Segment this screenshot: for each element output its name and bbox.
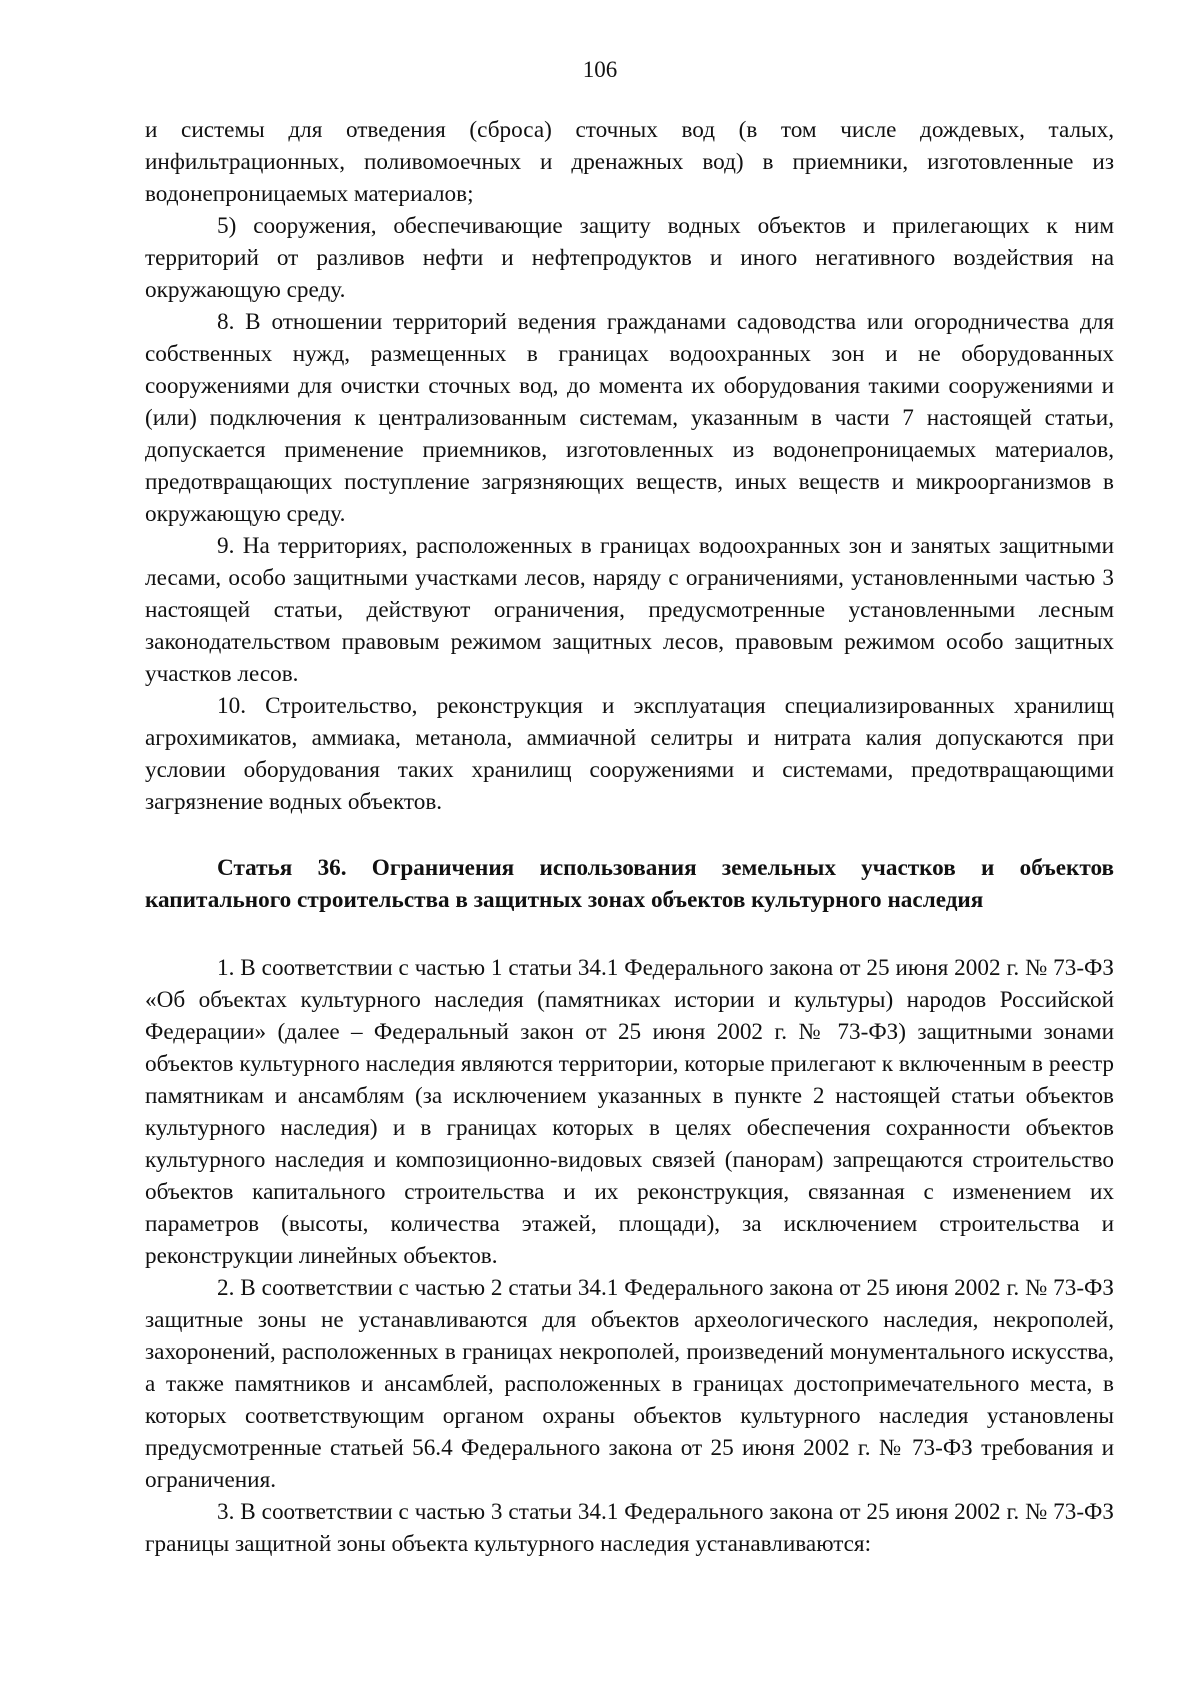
page-number: 106: [582, 57, 618, 82]
document-body: [145, 114, 1114, 1560]
article-heading: Статья 36. Ограничения использования земельных участков и объектов капитального строительства в защитных зонах объектов культурного наследия: [145, 855, 1114, 913]
paragraph-item-9: 9. На территориях, расположенных в границах водоохранных зон и занятых защитными лесами, особо защитными участками лесов, наряду с ограничениями, установленными частью 3 настоящей статьи, действуют ограничения, предусмотренные установленными лесным законодательством правовым режимом защитных лесов, правовым режимом особо защитных участков лесов.: [145, 533, 1114, 687]
paragraph-item-10: 10. Строительство, реконструкция и эксплуатация специализированных хранилищ агрохимикатов, аммиака, метанола, аммиачной селитры и нитрата калия допускаются при условии оборудования таких хранилищ сооружениями и системами, предотвращающими загрязнение водных объектов.: [145, 693, 1114, 815]
paragraph-article36-item-1: 1. В соответствии с частью 1 статьи 34.1 Федерального закона от 25 июня 2002 г. № 73-ФЗ «Об объектах культурного наследия (памятниках истории и культуры) народов Российской Федерации» (далее – Федеральный закон от 25 июня 2002 г. № 73-ФЗ) защитными зонами объектов культурного наследия являются территории, которые прилегают к включенным в реестр памятникам и ансамблям (за исключением указанных в пункте 2 настоящей статьи объектов культурного наследия) и в границах которых в целях обеспечения сохранности объектов культурного наследия и композиционно-видовых связей (панорам) запрещаются строительство объектов капитального строительства и их реконструкция, связанная с изменением их параметров (высоты, количества этажей, площади), за исключением строительства и реконструкции линейных объектов.: [145, 955, 1114, 1269]
paragraph-item-5: 5) сооружения, обеспечивающие защиту водных объектов и прилегающих к ним территорий от разливов нефти и нефтепродуктов и иного негативного воздействия на окружающую среду.: [145, 213, 1114, 303]
paragraph-article36-item-2: 2. В соответствии с частью 2 статьи 34.1 Федерального закона от 25 июня 2002 г. № 73-ФЗ защитные зоны не устанавливаются для объектов археологического наследия, некрополей, захоронений, расположенных в границах некрополей, произведений монументального искусства, а также памятников и ансамблей, расположенных в границах достопримечательного места, в которых соответствующим органом охраны объектов культурного наследия установлены предусмотренные статьей 56.4 Федерального закона от 25 июня 2002 г. № 73-ФЗ требования и ограничения.: [145, 1275, 1114, 1493]
paragraph-item-8: 8. В отношении территорий ведения гражданами садоводства или огородничества для собственных нужд, размещенных в границах водоохранных зон и не оборудованных сооружениями для очистки сточных вод, до момента их оборудования такими сооружениями и (или) подключения к централизованным системам, указанным в части 7 настоящей статьи, допускается применение приемников, изготовленных из водонепроницаемых материалов, предотвращающих поступление загрязняющих веществ, иных веществ и микроорганизмов в окружающую среду.: [145, 309, 1114, 527]
paragraph-article36-item-3: 3. В соответствии с частью 3 статьи 34.1 Федерального закона от 25 июня 2002 г. № 73-ФЗ границы защитной зоны объекта культурного наследия устанавливаются:: [145, 1499, 1114, 1557]
paragraph-continuation: и системы для отведения (сброса) сточных вод (в том числе дождевых, талых, инфильтрационных, поливомоечных и дренажных вод) в приемники, изготовленные из водонепроницаемых материалов;: [145, 117, 1114, 207]
